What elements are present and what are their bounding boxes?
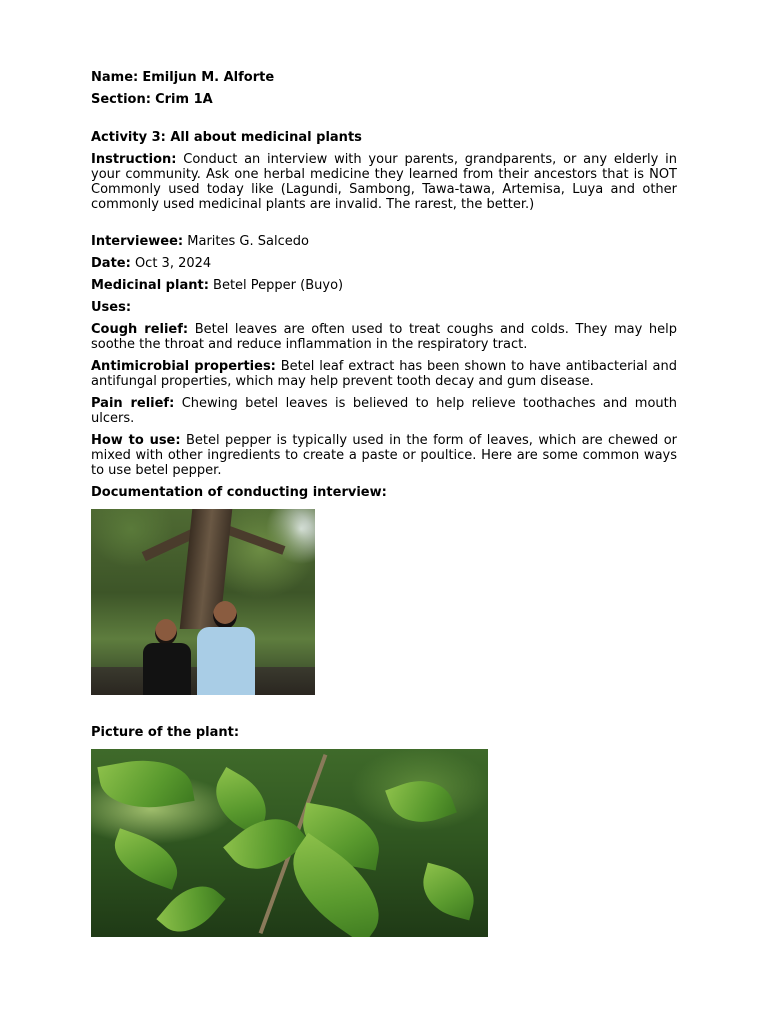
plant-leaf [106, 828, 185, 890]
instruction-text: Conduct an interview with your parents, grandparents, or any elderly in your community. Ask one herbal medicine they learned from their ancestors that is NOT Commonly used today like (Lagundi, Sambong, Tawa-tawa, Artemisa, Luya and other commonly used medicinal plants are invalid. The rarest, the better.) [91, 152, 677, 212]
use-label: Cough relief: [91, 322, 189, 337]
interview-photo [91, 509, 315, 695]
date-value: Oct 3, 2024 [134, 256, 212, 271]
instruction-label: Instruction: [91, 152, 177, 167]
plant-leaf [416, 863, 481, 921]
documentation-label: Documentation of conducting interview: [91, 485, 387, 500]
uses-label: Uses: [91, 300, 132, 315]
use-paragraph [91, 322, 677, 352]
use-text: Chewing betel leaves is believed to help relieve toothaches and mouth ulcers. [91, 396, 677, 426]
use-paragraph [91, 396, 677, 426]
medicinal-plant-line [91, 278, 677, 293]
interviewer-figure [195, 601, 257, 695]
instruction-paragraph [91, 152, 677, 212]
interviewee-figure [139, 619, 195, 695]
activity-title [91, 130, 677, 145]
activity-title-text: Activity 3: All about medicinal plants [91, 130, 362, 145]
section-label: Section: [91, 92, 151, 107]
use-text: Betel pepper is typically used in the form of leaves, which are chewed or mixed with other ingredients to create a paste or poultice. Here are some common ways to use betel pepper. [91, 433, 677, 478]
plant-picture-label: Picture of the plant: [91, 725, 240, 740]
documentation-heading [91, 485, 677, 500]
document-content [91, 70, 677, 937]
use-label: Antimicrobial properties: [91, 359, 276, 374]
section-line [91, 92, 677, 107]
use-label: How to use: [91, 433, 181, 448]
name-line [91, 70, 677, 85]
interviewee-label: Interviewee: [91, 234, 184, 249]
medicinal-plant-value: Betel Pepper (Buyo) [213, 278, 344, 293]
name-label: Name: [91, 70, 139, 85]
plant-picture-heading [91, 725, 677, 740]
medicinal-plant-label: Medicinal plant: [91, 278, 209, 293]
name-value: Emiljun M. Alforte [142, 70, 275, 85]
section-value: Crim 1A [155, 92, 213, 107]
interviewee-value: Marites G. Salcedo [187, 234, 309, 249]
plant-leaf [97, 752, 194, 817]
date-label: Date: [91, 256, 131, 271]
plant-leaf [385, 770, 457, 833]
uses-heading [91, 300, 677, 315]
use-paragraph [91, 433, 677, 478]
use-text: Betel leaf extract has been shown to have antibacterial and antifungal properties, which may help prevent tooth decay and gum disease. [91, 359, 677, 389]
use-paragraph [91, 359, 677, 389]
use-text: Betel leaves are often used to treat coughs and colds. They may help soothe the throat and reduce inflammation in the respiratory tract. [91, 322, 677, 352]
use-label: Pain relief: [91, 396, 175, 411]
plant-photo [91, 749, 488, 937]
interviewee-line [91, 234, 677, 249]
date-line [91, 256, 677, 271]
